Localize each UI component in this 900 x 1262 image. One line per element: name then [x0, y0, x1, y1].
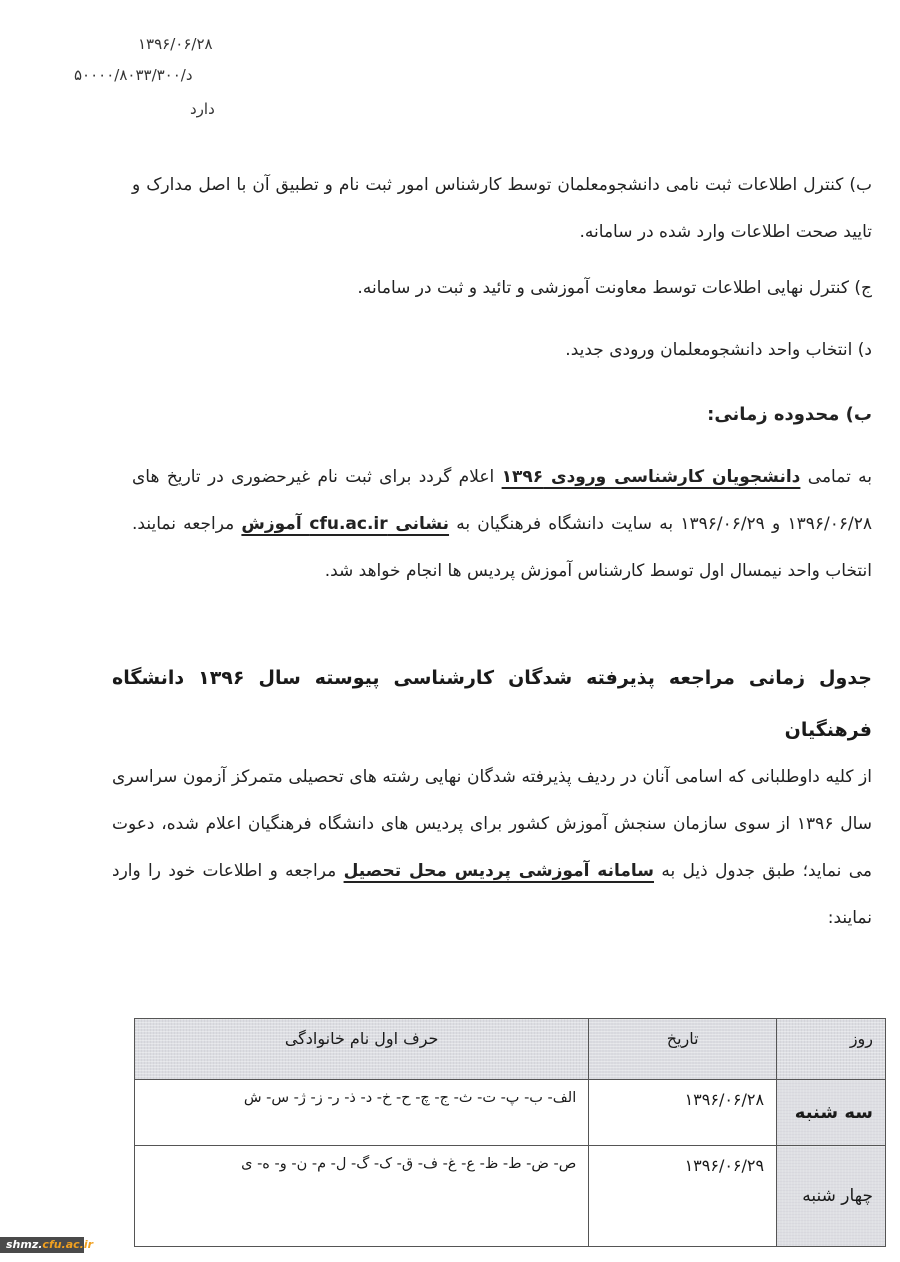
row-letters: الف- ب- پ- ت- ث- ج- چ- ح- خ- د- ذ- ر- ز- ژ- س- ش — [135, 1080, 589, 1146]
row-day: سه شنبه — [777, 1080, 886, 1146]
students-highlight: دانشجویان کارشناسی ورودی ۱۳۹۶ — [501, 467, 801, 487]
schedule-table — [134, 1018, 886, 1247]
attachment-status: دارد — [190, 100, 215, 118]
row-date: ۱۳۹۶/۰۶/۲۹ — [589, 1146, 777, 1247]
step-j: ج) کنترل نهایی اطلاعات توسط معاونت آموزشی و تائید و ثبت در سامانه. — [357, 278, 872, 298]
campus-system-highlight: سامانه آموزشی پردیس محل تحصیل — [343, 861, 654, 881]
time-range-paragraph — [132, 454, 872, 595]
time-range-text-1: به تمامی — [807, 467, 873, 487]
watermark-prefix: shmz. — [6, 1238, 43, 1251]
step-d: د) انتخاب واحد دانشجومعلمان ورودی جدید. — [565, 340, 872, 360]
time-range-text-3: مراجعه نمایند. انتخاب واحد نیمسال اول توسط کارشناس آموزش پردیس ها انجام خواهد شد. — [132, 514, 872, 581]
row-day: چهار شنبه — [777, 1146, 886, 1247]
time-range-title: ب) محدوده زمانی: — [707, 404, 872, 425]
website-address-link[interactable]: نشانی cfu.ac.ir آموزش — [241, 514, 450, 534]
table-row — [135, 1080, 886, 1146]
step-b: ب) کنترل اطلاعات ثبت نامی دانشجومعلمان توسط کارشناس امور ثبت نام و تطبیق آن با اصل مدارک و تایید صحت اطلاعات وارد شده در سامانه. — [132, 175, 872, 242]
watermark-domain: cfu.ac.ir — [42, 1238, 94, 1251]
site-watermark — [0, 1237, 94, 1253]
table-row — [135, 1146, 886, 1247]
header-letters: حرف اول نام خانوادگی — [135, 1019, 589, 1080]
schedule-paragraph — [112, 754, 872, 942]
reference-number: د/۵۰۰۰۰/۸۰۳۳/۳۰۰ — [74, 66, 193, 84]
time-range-text-2: اعلام گردد برای ثبت نام غیرحضوری در تاریخ های ۱۳۹۶/۰۶/۲۸ و ۱۳۹۶/۰۶/۲۹ به سایت دانشگاه فرهنگیان به — [132, 467, 872, 534]
header-day: روز — [777, 1019, 886, 1080]
schedule-heading: جدول زمانی مراجعه پذیرفته شدگان کارشناسی پیوسته سال ۱۳۹۶ دانشگاه فرهنگیان — [112, 667, 872, 741]
table-header-row — [135, 1019, 886, 1080]
header-date: تاریخ — [589, 1019, 777, 1080]
row-letters: ص- ض- ط- ظ- ع- غ- ف- ق- ک- گ- ل- م- ن- و- ه- ی — [135, 1146, 589, 1247]
letter-date: ۱۳۹۶/۰۶/۲۸ — [138, 35, 213, 53]
row-date: ۱۳۹۶/۰۶/۲۸ — [589, 1080, 777, 1146]
schedule-text-1: از کلیه داوطلبانی که اسامی آنان در ردیف پذیرفته شدگان نهایی رشته های تحصیلی متمرکز آزمون سراسری سال ۱۳۹۶ از سوی سازمان سنجش آموزش کشور برای پردیس های دانشگاه فرهنگیان اعلام شده، دعوت می نماید؛ طبق جدول ذیل به — [112, 767, 873, 881]
schedule-text-2: مراجعه و اطلاعات خود را وارد نمایند: — [112, 861, 872, 928]
